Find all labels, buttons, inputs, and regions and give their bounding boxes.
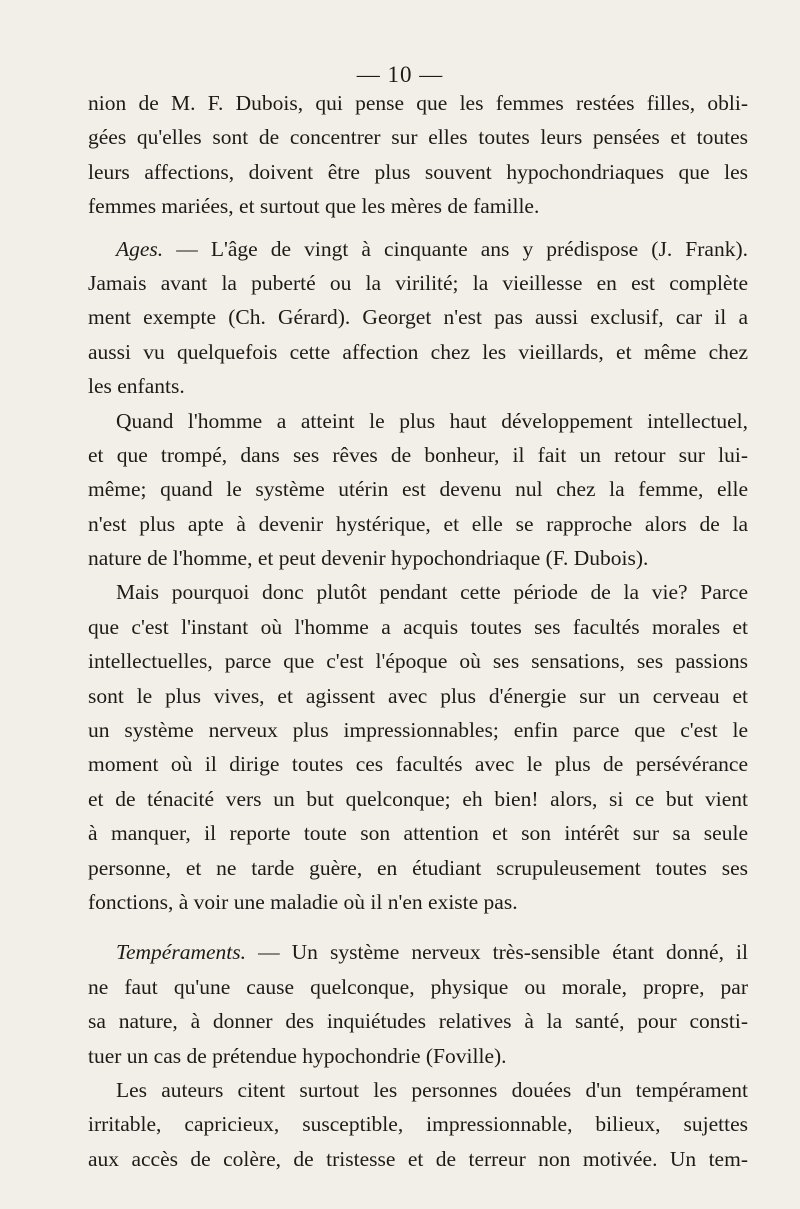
text-line: aussi vu quelquefois cette affection chez les vieillards, et même chez bbox=[88, 339, 748, 364]
text-line: nature de l'homme, et peut devenir hypochondriaque (F. Dubois). bbox=[88, 546, 649, 571]
text-line: Mais pourquoi donc plutôt pendant cette période de la vie? Parce bbox=[116, 580, 748, 605]
text-line: leurs affections, doivent être plus souvent hypochondriaques que les bbox=[88, 159, 748, 184]
page-number-header: — 10 — bbox=[356, 62, 444, 87]
text-line: moment où il dirige toutes ces facultés avec le plus de persévérance bbox=[88, 752, 748, 777]
text-line: irritable, capricieux, susceptible, impressionnable, bilieux, sujettes bbox=[88, 1112, 748, 1137]
section-heading-ages: Ages. bbox=[116, 236, 164, 261]
text-line bbox=[88, 232, 748, 266]
text-line: à manquer, il reporte toute son attention et son intérêt sur sa seule bbox=[88, 821, 748, 846]
paragraph-continuation bbox=[88, 86, 748, 224]
paragraph bbox=[88, 1073, 748, 1176]
text-line: femmes mariées, et surtout que les mères de famille. bbox=[88, 194, 540, 219]
text-line: tuer un cas de prétendue hypochondrie (Foville). bbox=[88, 1043, 507, 1068]
text-line: un système nerveux plus impressionnables; enfin parce que c'est le bbox=[88, 718, 748, 743]
text-line: sa nature, à donner des inquiétudes relatives à la santé, pour consti- bbox=[88, 1009, 748, 1034]
text-line: et que trompé, dans ses rêves de bonheur, il fait un retour sur lui- bbox=[88, 442, 748, 467]
text-fragment: — L'âge de vingt à cinquante ans y prédispose (J. Frank). bbox=[163, 236, 748, 261]
paragraph bbox=[88, 404, 748, 576]
body-text bbox=[88, 86, 748, 1176]
text-line: sont le plus vives, et agissent avec plus d'énergie sur un cerveau et bbox=[88, 683, 748, 708]
text-line: aux accès de colère, de tristesse et de terreur non motivée. Un tem- bbox=[88, 1146, 748, 1171]
text-line: ment exempte (Ch. Gérard). Georget n'est pas aussi exclusif, car il a bbox=[88, 305, 748, 330]
paragraph bbox=[88, 575, 748, 919]
text-line: gées qu'elles sont de concentrer sur elles toutes leurs pensées et toutes bbox=[88, 125, 748, 150]
text-line: Les auteurs citent surtout les personnes douées d'un tempérament bbox=[116, 1077, 748, 1102]
text-line bbox=[88, 935, 748, 969]
text-line: Jamais avant la puberté ou la virilité; la vieillesse en est complète bbox=[88, 270, 748, 295]
paragraph-ages bbox=[88, 232, 748, 404]
text-line: n'est plus apte à devenir hystérique, et elle se rapproche alors de la bbox=[88, 511, 748, 536]
text-line: nion de M. F. Dubois, qui pense que les femmes restées filles, obli- bbox=[88, 91, 748, 115]
text-line: même; quand le système utérin est devenu nul chez la femme, elle bbox=[88, 477, 748, 502]
text-line: Quand l'homme a atteint le plus haut développement intellectuel, bbox=[116, 408, 748, 433]
section-heading-temperaments: Tempéraments. bbox=[116, 940, 246, 965]
text-line: personne, et ne tarde guère, en étudiant scrupuleusement toutes ses bbox=[88, 855, 748, 880]
text-line: fonctions, à voir une maladie où il n'en existe pas. bbox=[88, 889, 518, 914]
text-line: ne faut qu'une cause quelconque, physique ou morale, propre, par bbox=[88, 974, 748, 999]
text-line: que c'est l'instant où l'homme a acquis toutes ses facultés morales et bbox=[88, 614, 748, 639]
text-line: et de ténacité vers un but quelconque; eh bien! alors, si ce but vient bbox=[88, 786, 748, 811]
text-line: intellectuelles, parce que c'est l'époque où ses sensations, ses passions bbox=[88, 649, 748, 674]
text-line: les enfants. bbox=[88, 374, 185, 399]
paragraph-temperaments bbox=[88, 935, 748, 1073]
text-fragment: — Un système nerveux très-sensible étant donné, il bbox=[246, 940, 748, 965]
